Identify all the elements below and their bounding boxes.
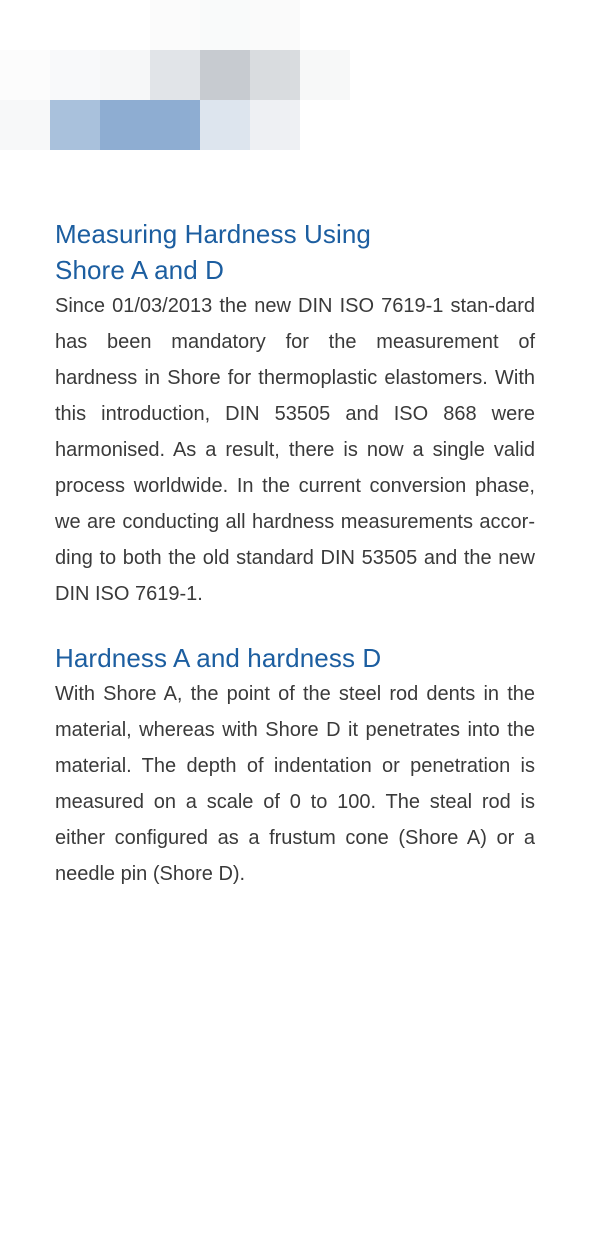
banner-block (300, 50, 350, 100)
banner-block (50, 50, 100, 100)
section-hardness-a-and-d (55, 640, 535, 892)
section-body: Since 01/03/2013 the new DIN ISO 7619-1 stan-dard has been mandatory for the measurement of hardness in Shore for thermoplastic elastomers. With this introduction, DIN 53505 and ISO 868 were harmonised. As a result, there is now a single valid process worldwide. In the current conversion phase, we are conducting all hardness measurements accor-ding to both the old standard DIN 53505 and the new DIN ISO 7619-1. (55, 295, 535, 605)
banner-block (250, 0, 300, 50)
section-heading (55, 216, 535, 288)
heading-line-1: Measuring Hardness Using (55, 219, 371, 249)
article-content (55, 216, 535, 892)
banner-block (150, 0, 200, 50)
banner-block (150, 50, 200, 100)
banner-block (200, 0, 250, 50)
banner-block (200, 100, 250, 150)
section-measuring-hardness (55, 216, 535, 612)
banner-block (0, 50, 50, 100)
section-body: With Shore A, the point of the steel rod dents in the material, whereas with Shore D it penetrates into the material. The depth of indentation or penetration is measured on a scale of 0 to 100. The steal rod is either configured as a frustum cone (Shore A) or a needle pin (Shore D). (55, 683, 535, 885)
banner-block (100, 50, 150, 100)
section-heading: Hardness A and hardness D (55, 643, 382, 673)
banner-block (200, 50, 250, 100)
banner-block (0, 100, 50, 150)
banner-block (250, 100, 300, 150)
heading-line-2: Shore A and D (55, 255, 224, 285)
banner-block (50, 100, 100, 150)
header-pixel-banner (0, 0, 360, 150)
banner-block (250, 50, 300, 100)
banner-block (100, 100, 200, 150)
